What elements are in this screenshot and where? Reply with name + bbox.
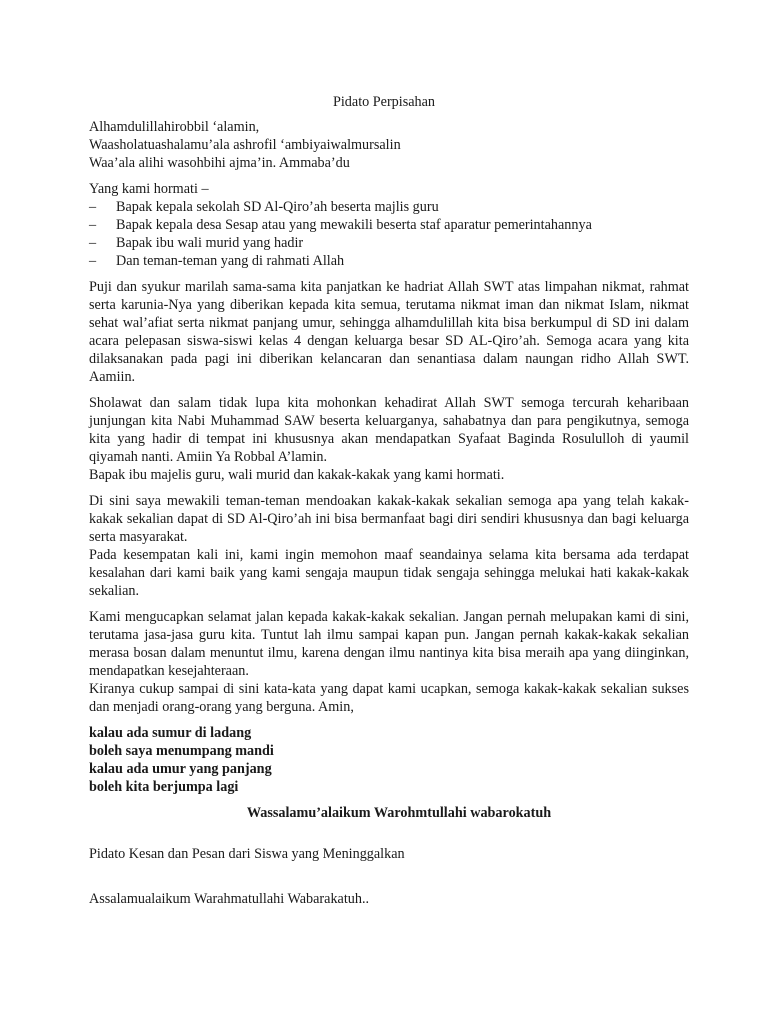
paragraph-farewell: Kami mengucapkan selamat jalan kepada kakak-kakak sekalian. Jangan pernah melupakan kami di sini, terutama jasa-jasa guru kita. Tuntut lah ilmu sampai kapan pun. Jangan pernah kakak-kakak sekalian merasa bosan dalam menuntut ilmu, karena dengan ilmu nantinya kita bisa meraih apa yang diinginkan, mendapatkan kesejahteraan. — [89, 609, 689, 679]
greeting-intro: Yang kami hormati – — [89, 181, 209, 197]
poem-line: boleh saya menumpang mandi — [89, 743, 274, 759]
greeting-item-text: Bapak ibu wali murid yang hadir — [116, 235, 304, 251]
opening-line: Waasholatuashalamu’ala ashrofil ‘ambiyaiwalmursalin — [89, 137, 401, 153]
paragraph-prayer: Di sini saya mewakili teman-teman mendoakan kakak-kakak sekalian semoga apa yang telah kakak-kakak sekalian dapat di SD Al-Qiro’ah ini bisa bermanfaat bagi diri sendiri khususnya dan bagi keluarga serta masyarakat. — [89, 493, 689, 545]
closing-salutation: Wassalamu’alaikum Warohmtullahi wabarokatuh — [246, 805, 552, 821]
greeting-item — [89, 216, 689, 234]
greeting-item-text: Dan teman-teman yang di rahmati Allah — [116, 253, 345, 269]
dash-marker: – — [89, 253, 97, 269]
poem-line: kalau ada sumur di ladang — [89, 725, 252, 741]
opening-salutation — [89, 118, 689, 172]
poem-line: kalau ada umur yang panjang — [89, 761, 272, 777]
opening-line: Alhamdulillahirobbil ‘alamin, — [89, 119, 260, 135]
paragraph-conclusion: Kiranya cukup sampai di sini kata-kata yang dapat kami ucapkan, semoga kakak-kakak sekalian sukses dan menjadi orang-orang yang berguna. Amin, — [89, 681, 689, 715]
dash-marker: – — [89, 217, 97, 233]
paragraph-address: Bapak ibu majelis guru, wali murid dan kakak-kakak yang kami hormati. — [89, 467, 505, 483]
greeting-item — [89, 234, 689, 252]
second-speech-greeting: Assalamualaikum Warahmatullahi Wabarakatuh.. — [89, 891, 370, 907]
greeting-item-text: Bapak kepala sekolah SD Al-Qiro’ah beserta majlis guru — [116, 199, 439, 215]
document-title: Pidato Perpisahan — [332, 94, 436, 110]
dash-marker: – — [89, 199, 97, 215]
greeting-list — [89, 180, 689, 270]
greeting-item — [89, 252, 689, 270]
opening-line: Waa’ala alihi wasohbihi ajma’in. Ammaba’du — [89, 155, 350, 171]
second-speech-title: Pidato Kesan dan Pesan dari Siswa yang Meninggalkan — [89, 846, 405, 862]
paragraph-apology: Pada kesempatan kali ini, kami ingin memohon maaf seandainya selama kita bersama ada terdapat kesalahan dari kami baik yang kami sengaja maupun tidak sengaja sehingga melukai hati kakak-kakak sekalian. — [89, 547, 689, 599]
paragraph-sholawat: Sholawat dan salam tidak lupa kita mohonkan kehadirat Allah SWT semoga tercurah keharibaan junjungan kita Nabi Muhammad SAW beserta keluarganya, sahabatnya dan para pengikutnya, semoga kita yang hadir di tempat ini khususnya akan mendapatkan Syafaat Baginda Rosululloh di yaumil qiyamah nanti. Amiin Ya Robbal A’lamin. — [89, 395, 689, 465]
pantun-poem — [89, 724, 689, 796]
speech-body — [89, 118, 689, 822]
poem-line: boleh kita berjumpa lagi — [89, 779, 239, 795]
paragraph-gratitude: Puji dan syukur marilah sama-sama kita panjatkan ke hadriat Allah SWT atas limpahan nikmat, rahmat serta karunia-Nya yang diberikan kepada kita semua, terutama nikmat iman dan nikmat Islam, nikmat sehat wal’afiat serta nikmat panjang umur, sehingga alhamdulillah kita bisa berkumpul di SD ini dalam acara pelepasan siswa-siswi kelas 4 dengan keluarga besar SD AL-Qiro’ah. Semoga acara yang kita dilaksanakan pada pagi ini diberikan kelancaran dan senantiasa dalam naungan ridho Allah SWT. Aamiin. — [89, 279, 689, 385]
greeting-item-text: Bapak kepala desa Sesap atau yang mewakili beserta staf aparatur pemerintahannya — [116, 217, 592, 233]
dash-marker: – — [89, 235, 97, 251]
greeting-item — [89, 198, 689, 216]
